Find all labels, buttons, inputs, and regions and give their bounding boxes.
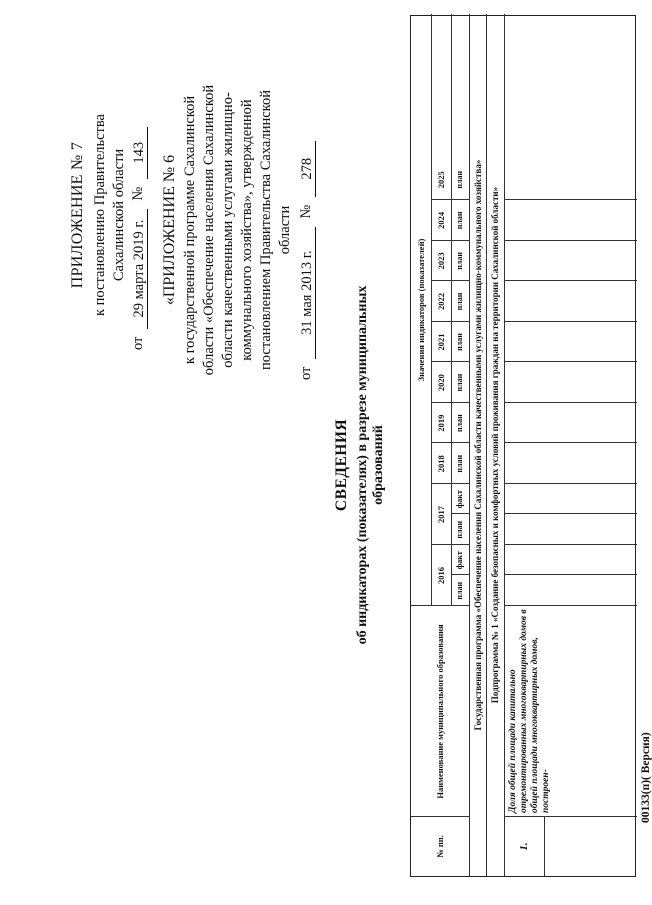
year-header-2023: 2023 — [436, 252, 446, 270]
plan-header-2019: план — [455, 414, 464, 433]
col-values-header: Значения индикаторов (показателей) — [416, 238, 426, 382]
appendix-7-date: 29 марта 2019 г. — [132, 209, 148, 329]
plan-header-2021: план — [455, 333, 464, 351]
col-num-header: № пп. — [435, 835, 445, 858]
appendix-7-num-label: № — [130, 186, 146, 201]
year-header-2025: 2025 — [436, 171, 446, 189]
plan-header-2022: план — [455, 292, 464, 311]
plan-header-2023: план — [455, 252, 464, 270]
document-title: СВЕДЕНИЯ — [333, 418, 350, 512]
year-header-2021: 2021 — [436, 333, 446, 351]
footer-version: 00133(п)( Версия) — [640, 732, 652, 823]
document-subtitle: об индикаторах (показателях) в разрезе муниципальных образований — [355, 285, 386, 645]
plan-header-2025: план — [455, 170, 464, 189]
plan-header-2020: план — [455, 373, 464, 392]
col-name-header: Наименование муниципального образования — [435, 624, 445, 799]
fact-header-2017: факт — [455, 490, 464, 509]
year-header-2024: 2024 — [436, 211, 446, 229]
appendix-6-date: 31 мая 2013 г. — [300, 227, 316, 359]
appendix-7-line1: к постановлению Правительства — [92, 114, 108, 316]
plan-header-2016: план — [455, 581, 464, 600]
program-row: Государственная программа «Обеспечение населения Сахалинской области качественными услугами жилищно-коммунального хозяйства» — [472, 159, 483, 731]
document-heading — [333, 250, 387, 680]
appendix-7-block — [68, 80, 148, 350]
year-header-2020: 2020 — [436, 374, 446, 392]
fact-header-2016: факт — [455, 551, 464, 570]
year-header-2016: 2016 — [436, 567, 446, 584]
appendix-6-block — [160, 80, 316, 380]
row1-name: Доля общей площади капитально отремонтированных многоквартирных домов в общей площади многоквартирных домов, построен- — [508, 609, 551, 813]
appendix-7-from: от — [130, 336, 146, 350]
subprogram-row: Подпрограмма № 1 «Создание безопасных и комфортных условий проживания граждан на территории Сахалинской области» — [490, 186, 500, 704]
year-header-2019: 2019 — [436, 414, 446, 432]
appendix-6-number: 278 — [300, 141, 316, 197]
plan-header-2017: план — [455, 520, 464, 539]
appendix-6-title: «ПРИЛОЖЕНИЕ № 6 — [161, 154, 178, 306]
appendix-7-date-line — [129, 80, 148, 350]
year-header-2022: 2022 — [436, 292, 446, 310]
year-header-2017: 2017 — [436, 506, 446, 523]
appendix-6-date-line — [297, 80, 316, 380]
appendix-6-num-label: № — [298, 204, 314, 219]
appendix-6-text: к государственной программе Сахалинской области «Обеспечение населения Сахалинской области качественными услугами жилищно-коммунального хозяйства», утвержденной постановлением Правительства Сахалинской области — [182, 84, 293, 376]
year-header-2018: 2018 — [436, 455, 446, 473]
plan-header-2018: план — [455, 454, 464, 473]
appendix-7-line2: Сахалинской области — [111, 148, 127, 282]
row1-number: 1. — [518, 842, 530, 851]
appendix-7-title: ПРИЛОЖЕНИЕ № 7 — [69, 141, 86, 289]
plan-header-2024: план — [455, 211, 464, 230]
indicators-table — [410, 15, 636, 877]
appendix-7-number: 143 — [132, 127, 148, 179]
appendix-6-from: от — [298, 366, 314, 380]
